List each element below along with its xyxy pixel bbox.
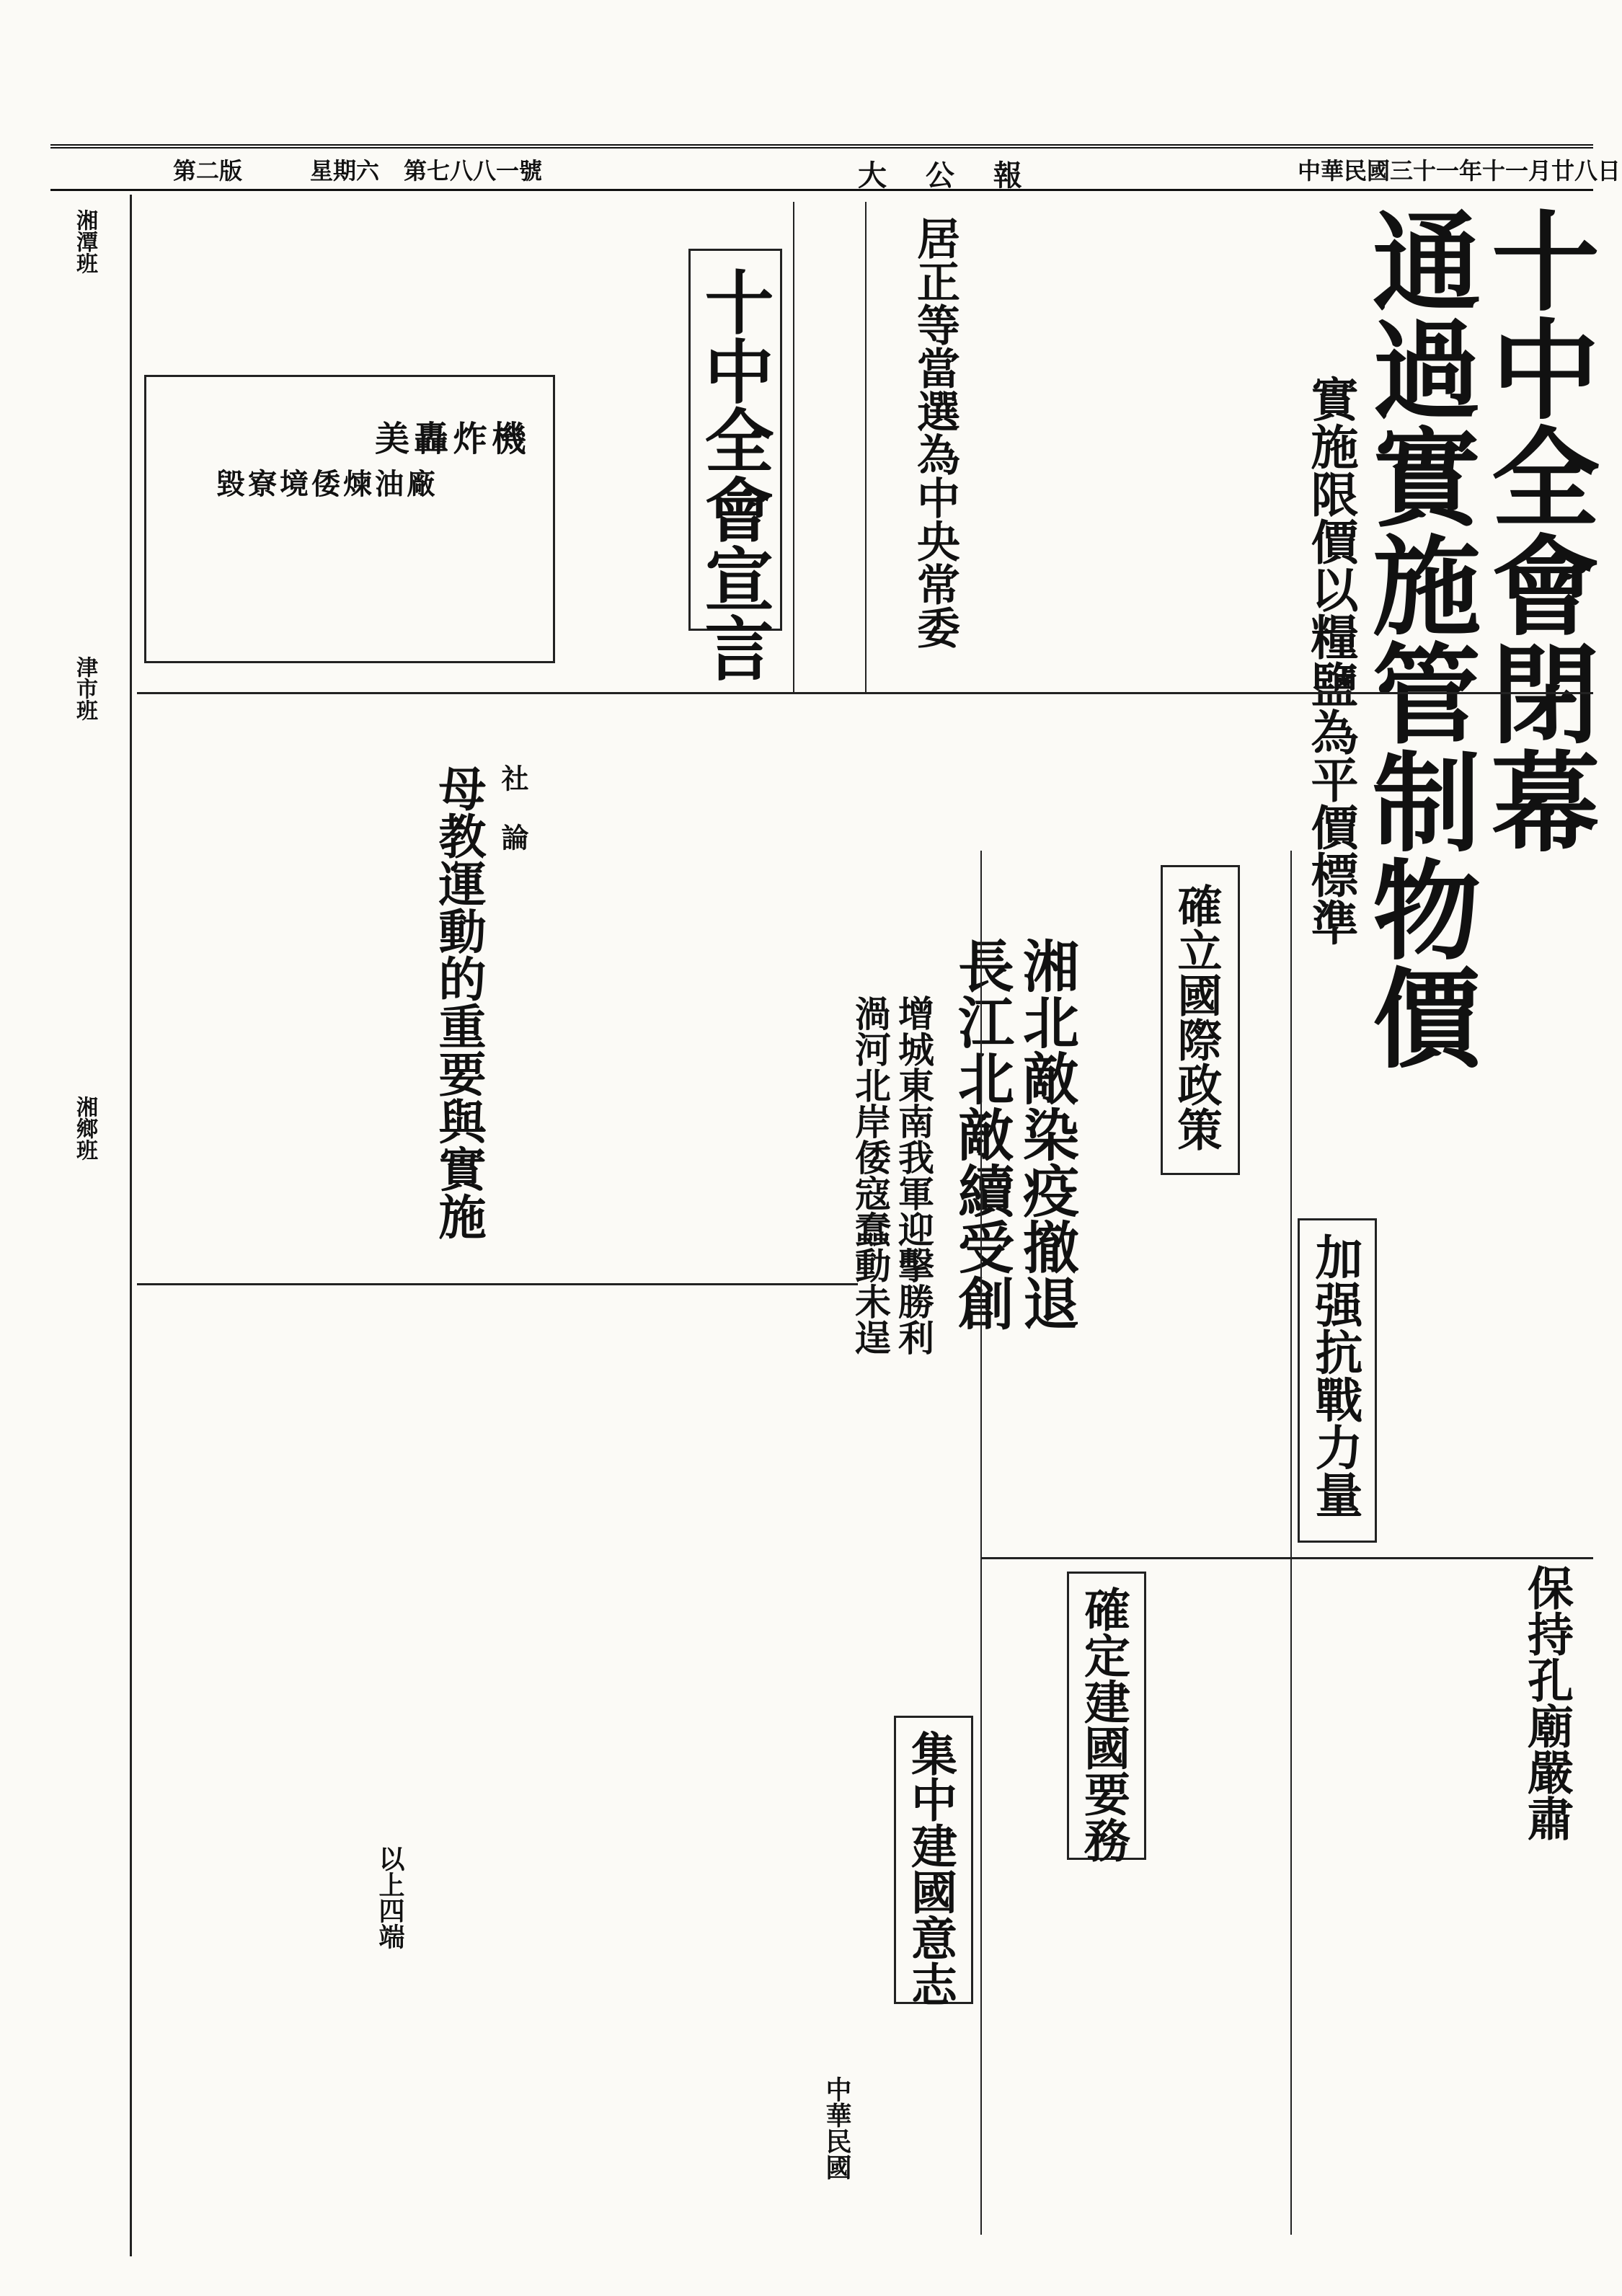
section-rule — [980, 1557, 1593, 1559]
international-headline: 確立國際政策 — [1170, 883, 1223, 1151]
editorial-body-text — [137, 706, 425, 1283]
editorial-headline: 母教運動的重要與實施 — [430, 764, 486, 1240]
committee-headline: 居正等當選為中央常委 — [910, 216, 960, 649]
construction-headline: 確定建國要務 — [1076, 1586, 1130, 1863]
bombing-subhead: 毀寮境倭煉油廠 — [216, 468, 438, 501]
upper-left-body-text — [151, 202, 555, 368]
hubei-headline-2: 長江北敵續受創 — [949, 937, 1014, 1331]
confucius-headline: 保持孔廟嚴肅 — [1520, 1564, 1573, 1841]
bombing-headline: 美轟炸機 — [375, 419, 531, 459]
masthead-title: 大 公 報 — [858, 159, 1037, 192]
column-rule — [980, 851, 982, 2235]
masthead-issue: 第七八八一號 — [404, 157, 543, 185]
right-column-body-text — [1384, 901, 1600, 2235]
lead-headline: 十中全會閉幕 — [1473, 205, 1598, 854]
strip-item-2: 津市班 — [72, 656, 97, 721]
hubei-subhead: 增城東南我軍迎擊勝利 — [892, 995, 934, 1355]
masthead-page: 第二版 — [173, 157, 243, 185]
declaration-headline: 十中全會宣言 — [693, 267, 774, 682]
lead-subhead: 實施限價以糧鹽為平價標準 — [1303, 375, 1358, 946]
hubei-subhead-2: 渦河北岸倭寇蠢動未逞 — [849, 995, 891, 1355]
concentration-headline: 集中建國意志 — [903, 1730, 957, 2007]
masthead-date: 中華民國三十一年十一月廿八日 — [1298, 157, 1621, 185]
header-rule-bottom — [50, 189, 1593, 191]
hubei-body-text — [591, 879, 836, 1269]
note-1: 以上四端 — [375, 1845, 404, 1949]
lower-right-body-text — [980, 1586, 1290, 2235]
note-2: 中華民國 — [822, 2076, 851, 2180]
masthead-weekday: 星期六 — [310, 157, 380, 185]
editorial-tag: 社 論 — [497, 764, 528, 851]
declaration-body-text — [580, 205, 681, 681]
strip-item-1: 湘潭班 — [72, 209, 97, 274]
header-rule-top — [50, 144, 1593, 149]
mid-page-rule — [137, 692, 1593, 694]
war-headline: 加强抗戰力量 — [1307, 1233, 1362, 1518]
column-rule — [1290, 851, 1292, 2235]
lead-headline-2: 通過實施管制物價 — [1354, 205, 1479, 1071]
lower-left-body-text — [137, 1298, 858, 2235]
strip-item-3: 湘鄉班 — [72, 1096, 97, 1161]
section-rule — [137, 1283, 858, 1285]
hubei-headline: 湘北敵染疫撤退 — [1014, 937, 1078, 1331]
left-strip — [50, 195, 132, 2256]
committee-body-text — [807, 205, 894, 681]
column-rule — [793, 202, 794, 692]
